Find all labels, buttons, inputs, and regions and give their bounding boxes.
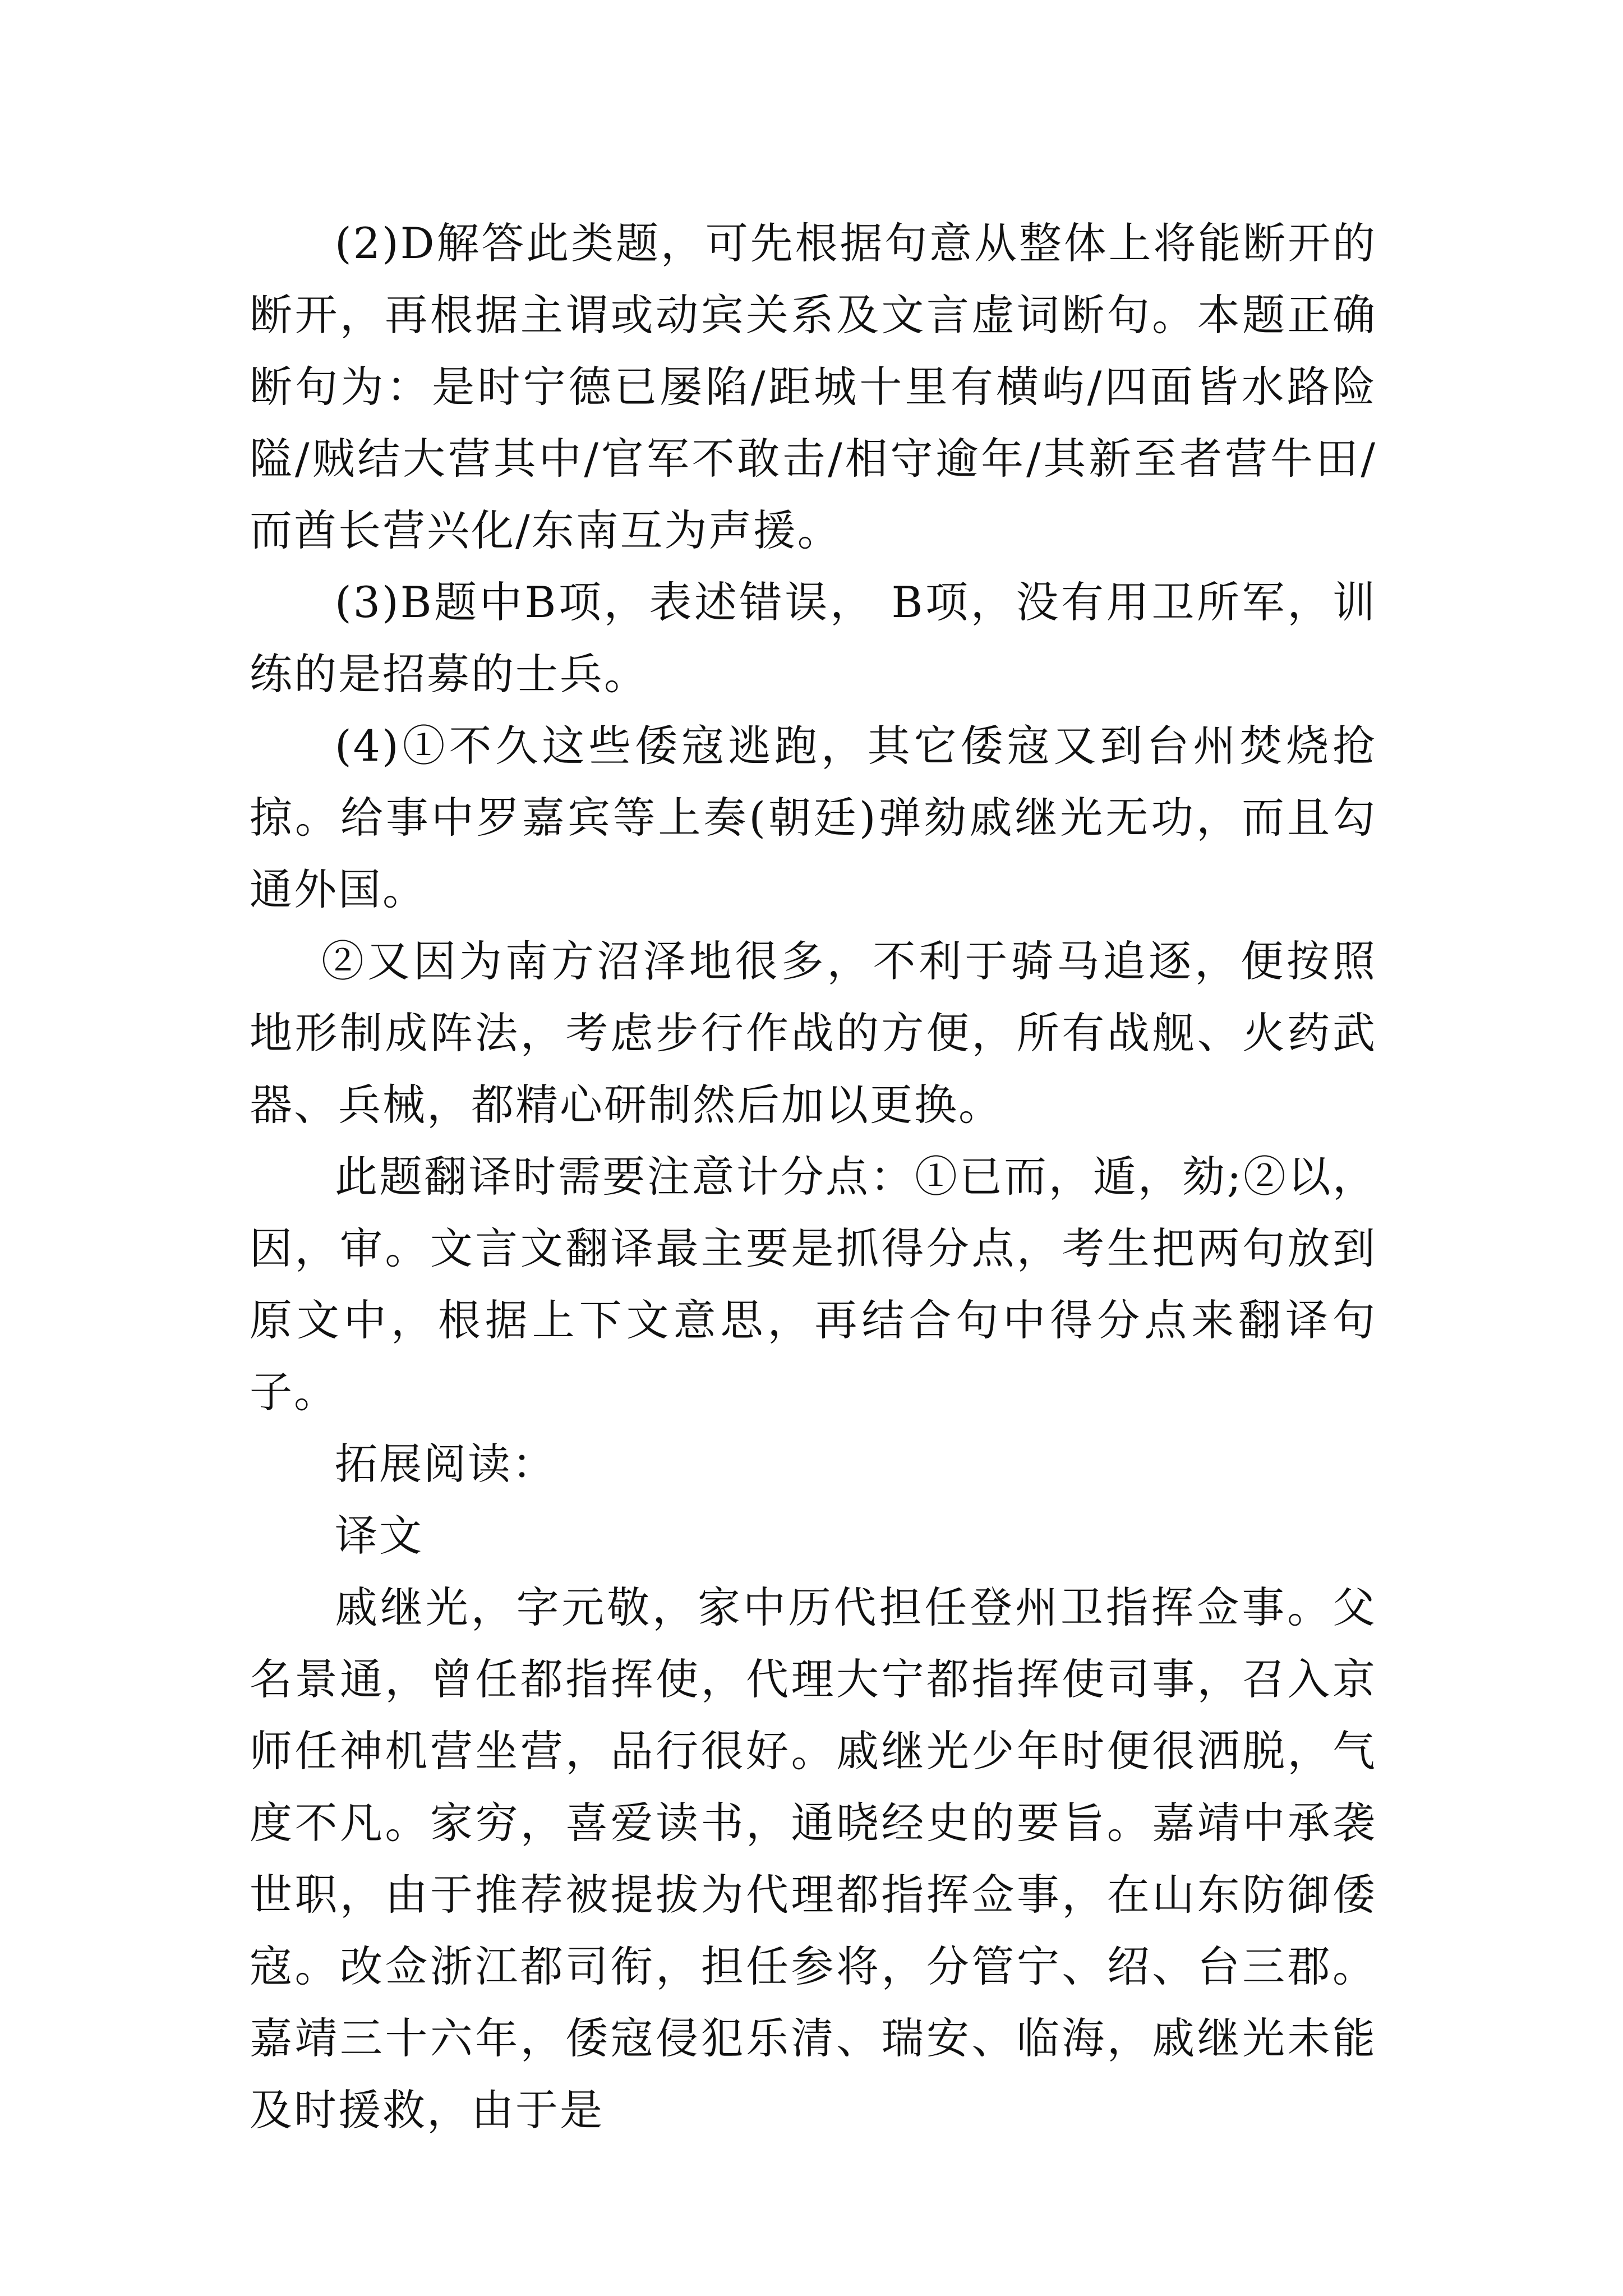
answer-4-part1-paragraph: (4)①不久这些倭寇逃跑，其它倭寇又到台州焚烧抢掠。给事中罗嘉宾等上奏(朝廷)弹劾戚继光无功，而且勾通外国。 [250,721,1377,914]
document-body [250,208,1377,2146]
answer-4-part2-paragraph: ②又因为南方沼泽地很多，不利于骑马追逐，便按照地形制成阵法，考虑步行作战的方便，所有战舰、火药武器、兵械，都精心研制然后加以更换。 [250,936,1377,1130]
answer-3-paragraph: (3)B题中B项，表述错误， B项，没有用卫所军，训练的是招募的士兵。 [250,577,1377,699]
translation-heading: 译文 [335,1511,423,1561]
translation-paragraph: 戚继光，字元敬，家中历代担任登州卫指挥佥事。父名景通，曾任都指挥使，代理大宁都指挥使司事，召入京师任神机营坐营，品行很好。戚继光少年时便很洒脱，气度不凡。家穷，喜爱读书，通晓经史的要旨。嘉靖中承袭世职，由于推荐被提拔为代理都指挥佥事，在山东防御倭寇。改佥浙江都司衔，担任参将，分管宁、绍、台三郡。嘉靖三十六年，倭寇侵犯乐清、瑞安、临海，戚继光未能及时援救，由于是 [250,1582,1377,2135]
answer-2-paragraph: (2)D解答此类题，可先根据句意从整体上将能断开的断开，再根据主谓或动宾关系及文言虚词断句。本题正确断句为：是时宁德已屡陷/距城十里有横屿/四面皆水路险隘/贼结大营其中/官军不敢击/相守逾年/其新至者营牛田/而酋长营兴化/东南互为声援。 [250,218,1377,555]
scoring-note-paragraph: 此题翻译时需要注意计分点：①已而，遁，劾;②以，因，审。文言文翻译最主要是抓得分点，考生把两句放到原文中，根据上下文意思，再结合句中得分点来翻译句子。 [250,1152,1377,1417]
extended-reading-heading: 拓展阅读： [335,1439,556,1489]
